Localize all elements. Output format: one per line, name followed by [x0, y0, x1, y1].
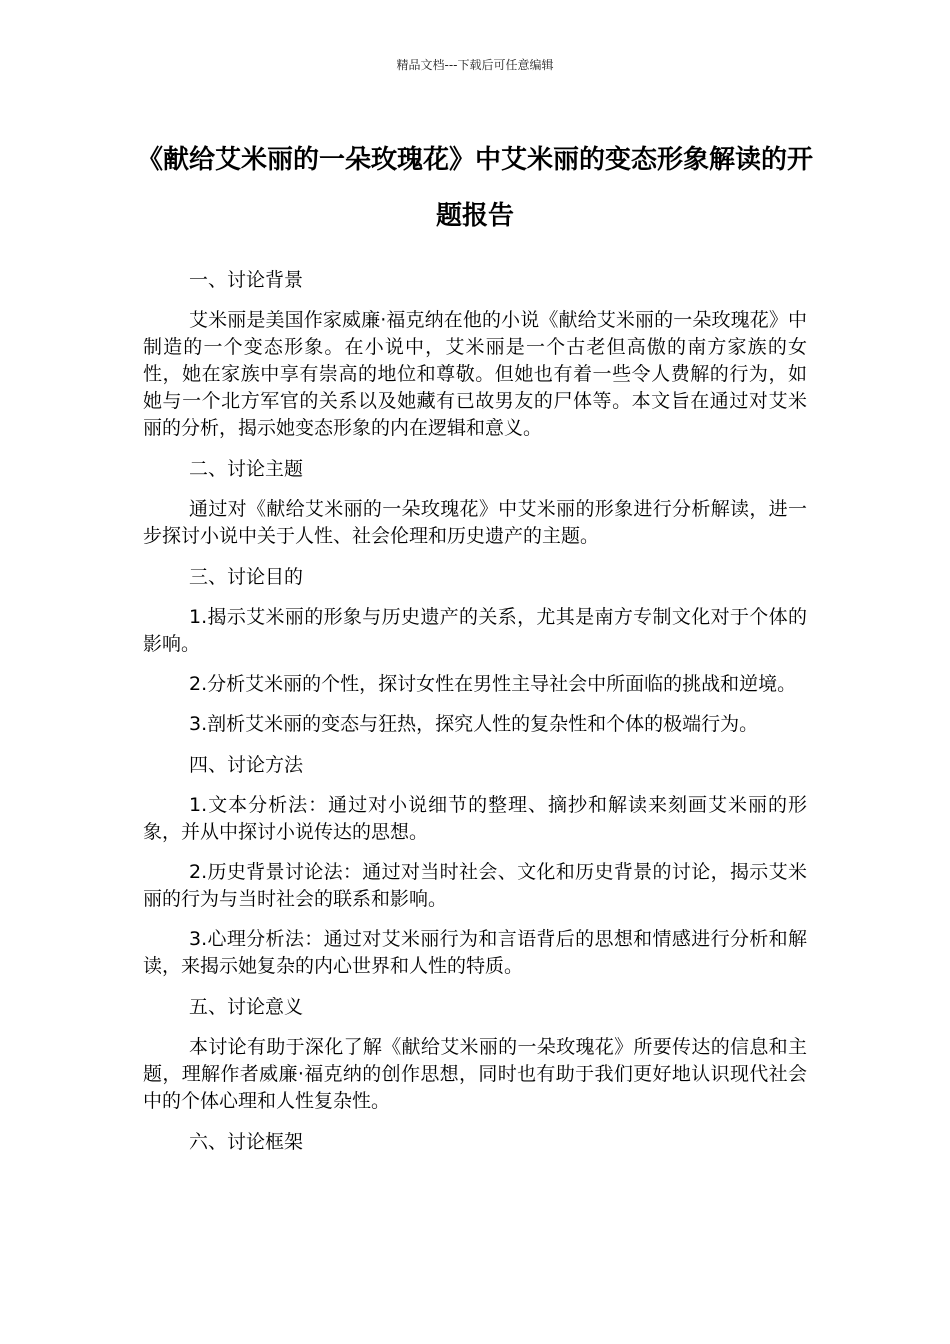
section-heading: 一、讨论背景 [189, 269, 304, 291]
paragraph: 本讨论有助于深化了解《献给艾米丽的一朵玫瑰花》所要传达的信息和主题，理解作者威廉·福克纳的创作思想，同时也有助于我们更好地认识现代社会中的个体心理和人性复杂性。 [143, 1036, 807, 1112]
list-item: 3.心理分析法：通过对艾米丽行为和言语背后的思想和情感进行分析和解读，来揭示她复杂的内心世界和人性的特质。 [143, 928, 807, 977]
section-significance [143, 993, 807, 1115]
paragraph: 通过对《献给艾米丽的一朵玫瑰花》中艾米丽的形象进行分析解读，进一步探讨小说中关于人性、社会伦理和历史遗产的主题。 [143, 498, 807, 547]
list-item: 2.分析艾米丽的个性，探讨女性在男性主导社会中所面临的挑战和逆境。 [189, 673, 797, 695]
paragraph: 艾米丽是美国作家威廉·福克纳在他的小说《献给艾米丽的一朵玫瑰花》中制造的一个变态形象。在小说中，艾米丽是一个古老但高傲的南方家族的女性，她在家族中享有崇高的地位和尊敬。但她也有着一些令人费解的行为，如她与一个北方军官的关系以及她藏有已故男友的尸体等。本文旨在通过对艾米丽的分析，揭示她变态形象的内在逻辑和意义。 [143, 309, 807, 439]
list-item: 3.剖析艾米丽的变态与狂热，探究人性的复杂性和个体的极端行为。 [189, 713, 759, 735]
list-item: 1.揭示艾米丽的形象与历史遗产的关系，尤其是南方专制文化对于个体的影响。 [143, 606, 807, 655]
section-framework [143, 1128, 807, 1156]
section-heading: 六、讨论框架 [189, 1131, 304, 1153]
section-heading: 三、讨论目的 [189, 566, 304, 588]
section-theme [143, 455, 807, 550]
section-background [143, 266, 807, 442]
section-method [143, 751, 807, 980]
section-heading: 五、讨论意义 [189, 996, 304, 1018]
list-item: 2.历史背景讨论法：通过对当时社会、文化和历史背景的讨论，揭示艾米丽的行为与当时社会的联系和影响。 [143, 861, 807, 910]
section-heading: 四、讨论方法 [189, 754, 304, 776]
header-note: 精品文档---下载后可任意编辑 [396, 58, 554, 72]
section-purpose [143, 563, 807, 738]
section-heading: 二、讨论主题 [189, 458, 304, 480]
document-body [143, 266, 807, 1169]
document-title: 《献给艾米丽的一朵玫瑰花》中艾米丽的变态形象解读的开题报告 [136, 145, 813, 231]
list-item: 1.文本分析法：通过对小说细节的整理、摘抄和解读来刻画艾米丽的形象，并从中探讨小说传达的思想。 [143, 794, 807, 843]
